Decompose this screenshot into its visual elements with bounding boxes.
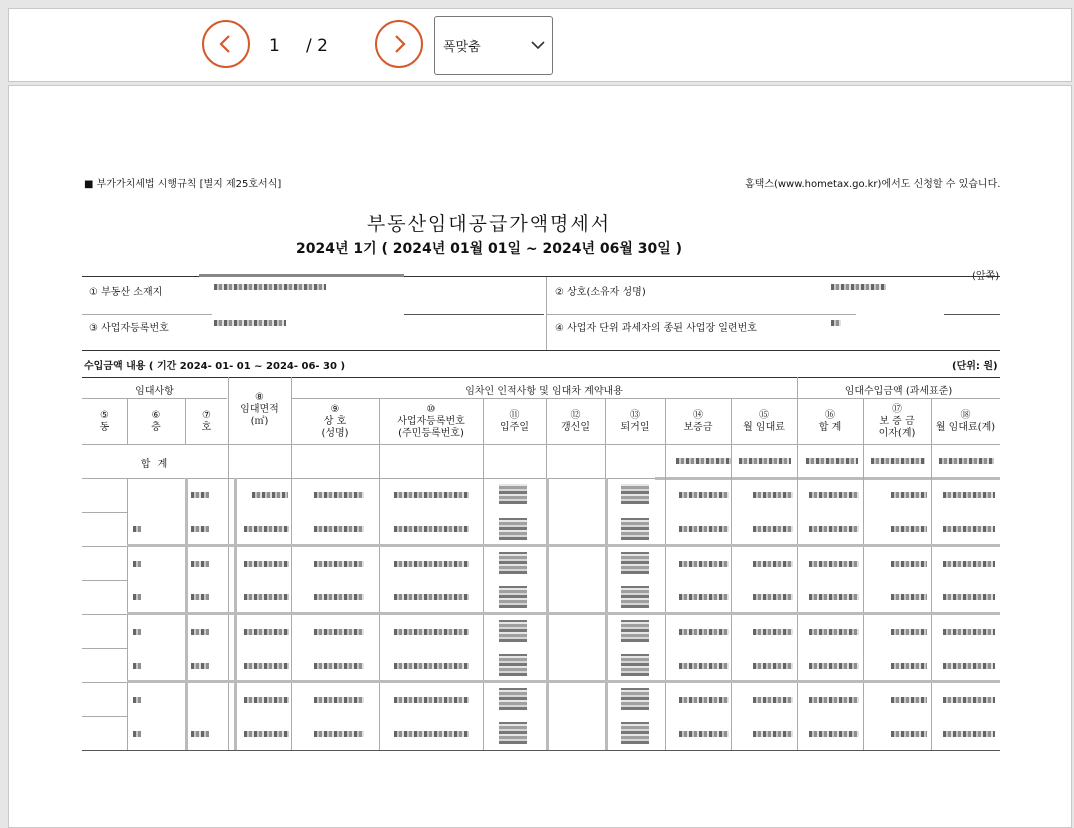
field-business-name: ② 상호(소유자 성명)	[555, 287, 646, 298]
group-lease-details: 임대사항	[135, 386, 174, 397]
redacted-location	[214, 284, 326, 290]
current-page[interactable]: 1	[269, 36, 280, 56]
hometax-note: 홈택스(www.hometax.go.kr)에서도 신청할 수 있습니다.	[745, 179, 1001, 190]
form-title: 부동산임대공급가액명세서	[366, 213, 612, 235]
col-move-in: ⑪ 입주일	[500, 410, 529, 433]
redacted-total-rent	[739, 458, 791, 464]
chevron-left-icon	[215, 33, 237, 55]
redacted-name	[831, 284, 886, 290]
next-page-button[interactable]	[375, 20, 423, 68]
redacted-total-sum	[806, 458, 858, 464]
chevron-right-icon	[388, 33, 410, 55]
reporting-period: 2024년 1기 ( 2024년 01월 01일 ~ 2024년 06월 30일 )	[295, 241, 683, 257]
col-total: ⑯ 합 계	[818, 410, 842, 433]
zoom-selected-value: 폭맞춤	[443, 40, 481, 55]
total-pages: / 2	[306, 36, 328, 56]
col-monthly-rent-total: ⑱ 월 임대료(계)	[935, 410, 996, 433]
document-page	[9, 86, 1072, 828]
redacted-total-rent-sum	[939, 458, 994, 464]
col-renewal: ⑫ 갱신일	[561, 410, 590, 433]
col-deposit-interest: ⑰ 보 증 금 이자(계)	[878, 404, 916, 439]
col-building: ⑤ 동	[99, 410, 110, 433]
field-business-number: ③ 사업자등록번호	[89, 323, 169, 334]
col-unit: ⑦ 호	[201, 410, 212, 433]
col-move-out: ⑬ 퇴거일	[620, 410, 650, 433]
group-tenant-info: 임차인 인적사항 및 임대차 계약내용	[465, 386, 623, 397]
field-sub-business-serial: ④ 사업자 단위 과세자의 종된 사업장 일련번호	[555, 323, 757, 334]
total-row-label: 합 계	[140, 459, 170, 470]
form-reference: ■ 부가가치세법 시행규칙 [별지 제25호서식]	[84, 179, 282, 190]
zoom-select[interactable]	[434, 16, 553, 75]
redacted-total-deposit	[676, 458, 731, 464]
document-viewer[interactable]	[8, 85, 1072, 828]
col-floor: ⑥ 층	[151, 410, 161, 433]
unit-label: (단위: 원)	[952, 361, 998, 372]
field-property-location: ① 부동산 소재지	[89, 287, 163, 298]
redacted-serial	[831, 320, 841, 326]
group-rental-income: 임대수입금액 (과세표준)	[844, 386, 953, 397]
redacted-total-interest	[871, 458, 925, 464]
page-side-label	[972, 267, 999, 282]
income-period-label: 수입금액 내용 ( 기간 2024- 01- 01 ~ 2024- 06- 30 )	[84, 361, 346, 372]
col-monthly-rent: ⑮ 월 임대료	[743, 410, 785, 433]
col-registration-number: ⑩ 사업자등록번호 (주민등록번호)	[397, 404, 465, 439]
col-area: ⑧ 임대면적 (㎡)	[240, 392, 279, 427]
chevron-down-icon	[531, 40, 545, 50]
prev-page-button[interactable]	[202, 20, 250, 68]
viewer-toolbar	[8, 8, 1072, 82]
col-tenant-name: ⑨ 상 호 (성명)	[321, 404, 349, 439]
redacted-business-number	[214, 320, 286, 326]
col-deposit: ⑭ 보증금	[683, 410, 713, 433]
